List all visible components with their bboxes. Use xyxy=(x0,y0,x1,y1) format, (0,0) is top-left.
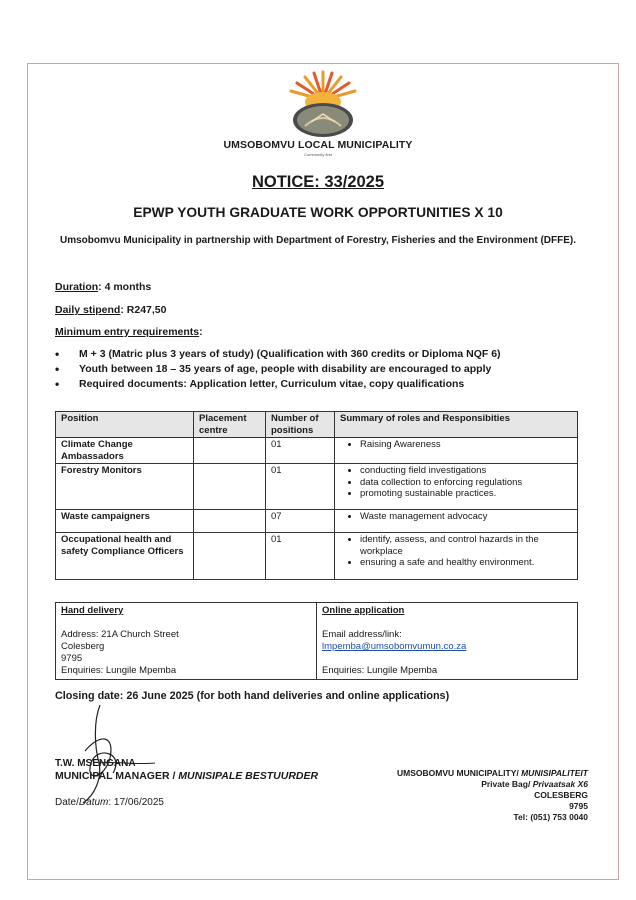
duration-line xyxy=(55,281,151,293)
placement-centre xyxy=(194,438,266,464)
role-item: • Waste management advocacy xyxy=(360,511,572,523)
partnership-statement: Umsobomvu Municipality in partnership with Department of Forestry, Fisheries and the Environment (DFFE). xyxy=(60,235,576,246)
stipend-label: Daily stipend xyxy=(55,304,121,316)
signature-icon xyxy=(55,703,175,808)
signatory-name: T.W. MSENGANA xyxy=(55,758,136,769)
email-label: Email address/link: xyxy=(322,629,402,640)
position-name: Climate Change Ambassadors xyxy=(56,438,194,464)
table-header-row xyxy=(56,412,578,438)
position-name: Waste campaigners xyxy=(56,510,194,533)
delivery-town: Colesberg xyxy=(61,641,105,652)
hand-delivery-heading: Hand delivery xyxy=(61,605,124,616)
stipend-line xyxy=(55,304,166,316)
position-count: 01 xyxy=(266,533,335,580)
closing-date: Closing date: 26 June 2025 (for both hand deliveries and online applications) xyxy=(55,690,450,702)
position-count: 01 xyxy=(266,464,335,510)
requirements-label: Minimum entry requirements xyxy=(55,326,200,338)
position-name: Forestry Monitors xyxy=(56,464,194,510)
placement-centre xyxy=(194,533,266,580)
requirement-item: • Required documents: Application letter, Curriculum vitae, copy qualifications xyxy=(55,377,501,392)
role-item: • data collection to enforcing regulations xyxy=(360,477,572,489)
header-number: Number of positions xyxy=(266,412,335,438)
duration-label: Duration xyxy=(55,281,99,293)
header-placement: Placement centre xyxy=(194,412,266,438)
requirements-list xyxy=(55,347,501,392)
online-enquiries: Enquiries: Lungile Mpemba xyxy=(322,665,438,676)
position-count: 07 xyxy=(266,510,335,533)
header-position: Position xyxy=(56,412,194,438)
online-application-cell xyxy=(317,603,578,680)
table-row xyxy=(56,464,578,510)
hand-delivery-cell xyxy=(56,603,317,680)
municipality-logo xyxy=(283,70,363,140)
placement-centre xyxy=(194,464,266,510)
roles-cell xyxy=(335,464,578,510)
municipal-address: UMSOBOMVU MUNICIPALITY/ MUNISIPALITEIT Private Bag/ Privaatsak X6 COLESBERG 9795 Tel: (051) 753 0040 xyxy=(397,768,588,822)
role-item: • Raising Awareness xyxy=(360,439,572,451)
delivery-enquiries: Enquiries: Lungile Mpemba xyxy=(61,665,177,676)
notice-headline: EPWP YOUTH GRADUATE WORK OPPORTUNITIES X 10 xyxy=(133,205,503,220)
email-link[interactable]: lmpemba@umsobomvumun.co.za xyxy=(322,641,467,652)
roles-cell xyxy=(335,533,578,580)
role-item: • ensuring a safe and healthy environment. xyxy=(360,557,572,569)
delivery-code: 9795 xyxy=(61,653,83,664)
notice-title: NOTICE: 33/2025 xyxy=(251,173,385,191)
organization-name: UMSOBOMVU LOCAL MUNICIPALITY xyxy=(223,139,413,151)
placement-centre xyxy=(194,510,266,533)
stipend-value: : R247,50 xyxy=(120,304,167,316)
requirement-item: • M + 3 (Matric plus 3 years of study) (Qualification with 360 credits or Diploma NQF 6) xyxy=(55,347,501,362)
requirement-item: • Youth between 18 – 35 years of age, people with disability are encouraged to apply xyxy=(55,362,501,377)
table-row xyxy=(56,438,578,464)
position-name: Occupational health and safety Compliance Officers xyxy=(56,533,194,580)
duration-value: : 4 months xyxy=(98,281,152,293)
organization-tagline: Community first xyxy=(304,152,332,157)
signatory-role: MUNICIPAL MANAGER / MUNISIPALE BESTUURDER xyxy=(55,770,319,782)
positions-table xyxy=(55,411,578,580)
contact-table xyxy=(55,602,578,680)
header-summary: Summary of roles and Responsibities xyxy=(335,412,578,438)
role-item: • promoting sustainable practices. xyxy=(360,488,572,500)
position-count: 01 xyxy=(266,438,335,464)
roles-cell xyxy=(335,438,578,464)
requirements-heading: Minimum entry requirements: xyxy=(55,326,203,338)
table-row xyxy=(56,533,578,580)
role-item: • conducting field investigations xyxy=(360,465,572,477)
signature-date: Date/Datum: 17/06/2025 xyxy=(55,797,164,808)
role-item: • identify, assess, and control hazards in the workplace xyxy=(360,534,572,557)
delivery-address: Address: 21A Church Street xyxy=(61,629,179,640)
roles-cell xyxy=(335,510,578,533)
online-application-heading: Online application xyxy=(322,605,405,616)
table-row xyxy=(56,510,578,533)
